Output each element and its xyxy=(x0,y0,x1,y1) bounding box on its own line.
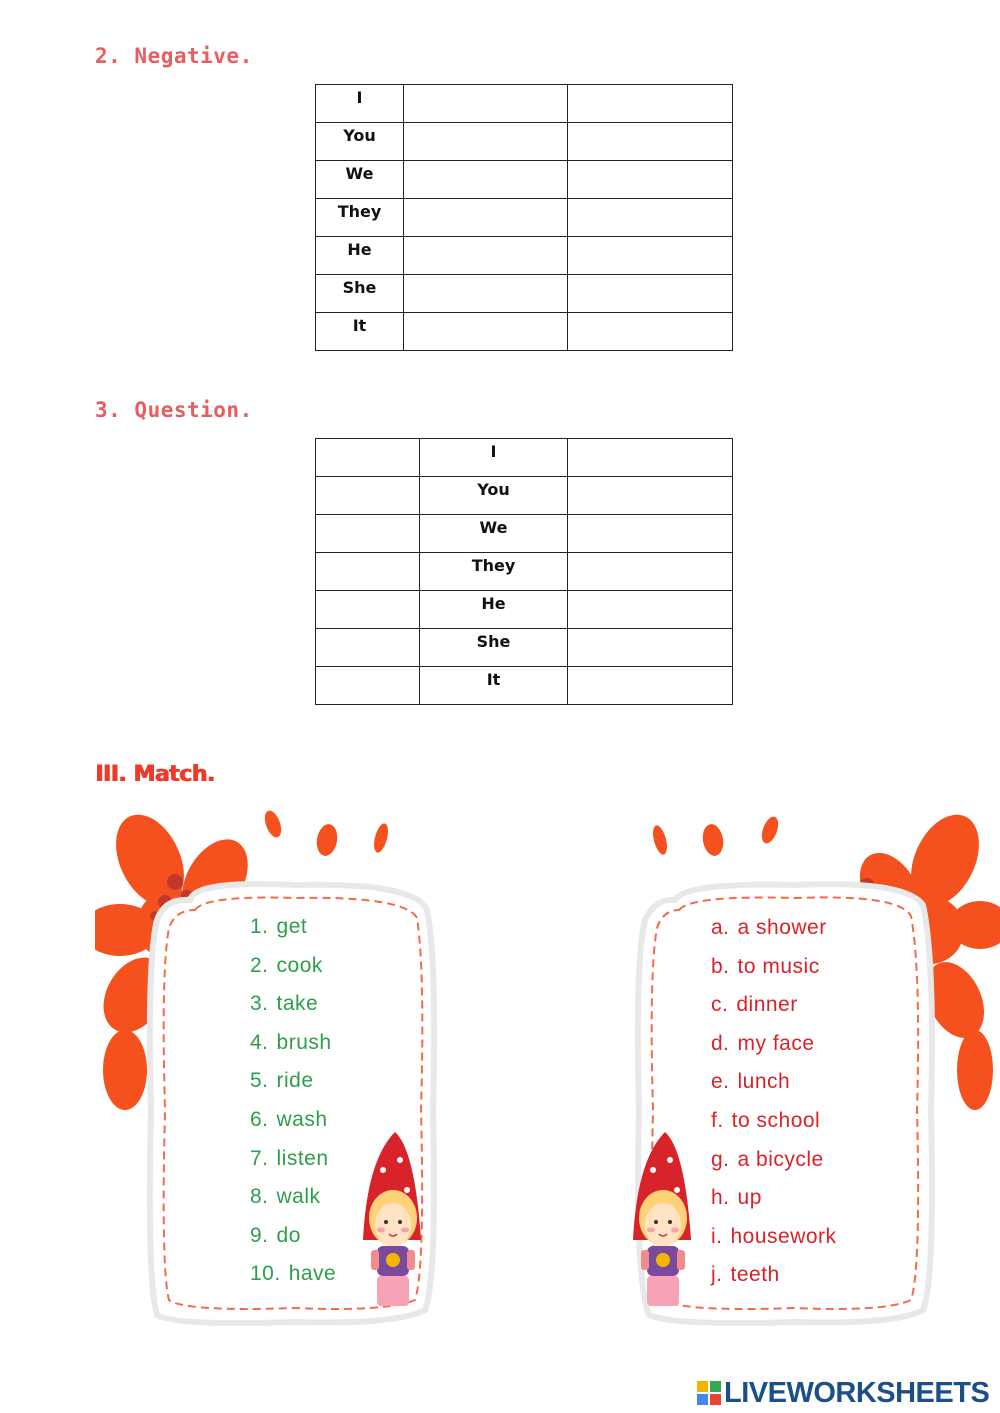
verb-item[interactable] xyxy=(250,1062,336,1101)
question-answer-cell[interactable] xyxy=(316,591,420,629)
phrase-item-text: a shower xyxy=(737,916,827,939)
question-row xyxy=(316,667,733,705)
phrase-item-number: d. xyxy=(711,1031,730,1055)
phrase-item-number: f. xyxy=(711,1108,724,1132)
phrase-item[interactable] xyxy=(711,1063,837,1102)
verb-item-text: do xyxy=(276,1223,301,1247)
negative-answer-cell[interactable] xyxy=(404,313,568,351)
verb-item-text: get xyxy=(276,915,308,938)
phrase-item-number: e. xyxy=(711,1070,730,1094)
question-row xyxy=(316,439,733,477)
verb-item-text: walk xyxy=(276,1185,321,1209)
negative-row xyxy=(316,161,733,199)
negative-row xyxy=(316,85,733,123)
negative-row xyxy=(316,275,733,313)
question-answer-cell[interactable] xyxy=(316,439,420,477)
verb-item-number: 9. xyxy=(250,1223,269,1247)
phrase-item[interactable] xyxy=(711,1102,837,1141)
verb-item-text: wash xyxy=(276,1107,328,1131)
question-pronoun-cell: You xyxy=(420,477,568,515)
phrase-item-text: my face xyxy=(737,1031,815,1055)
phrase-item-text: to school xyxy=(731,1108,821,1132)
phrase-item-text: dinner xyxy=(736,993,798,1017)
negative-answer-cell[interactable] xyxy=(404,123,568,161)
petal-drops-icon xyxy=(262,810,391,857)
question-pronoun-cell: They xyxy=(420,553,568,591)
negative-pronoun-cell: I xyxy=(316,85,404,123)
phrase-item-number: j. xyxy=(711,1263,723,1287)
negative-answer-cell[interactable] xyxy=(568,237,733,275)
verbs-list xyxy=(250,908,336,1294)
verb-item[interactable] xyxy=(250,1101,336,1140)
negative-answer-cell[interactable] xyxy=(568,123,733,161)
question-pronoun-cell: He xyxy=(420,591,568,629)
verb-item-number: 2. xyxy=(250,953,269,977)
question-answer-cell[interactable] xyxy=(568,553,733,591)
verb-item-number: 6. xyxy=(250,1107,269,1131)
negative-pronoun-cell: You xyxy=(316,123,404,161)
question-pronoun-cell: We xyxy=(420,515,568,553)
verb-item-text: listen xyxy=(276,1146,329,1170)
negative-row xyxy=(316,199,733,237)
negative-answer-cell[interactable] xyxy=(404,161,568,199)
phrase-item-text: housework xyxy=(730,1224,837,1248)
phrases-list xyxy=(711,909,837,1295)
verb-item-number: 5. xyxy=(250,1069,269,1093)
question-answer-cell[interactable] xyxy=(316,515,420,553)
phrase-item-text: lunch xyxy=(737,1070,791,1094)
question-answer-cell[interactable] xyxy=(568,629,733,667)
verb-item-number: 3. xyxy=(250,992,269,1016)
negative-pronoun-cell: He xyxy=(316,237,404,275)
negative-pronoun-cell: It xyxy=(316,313,404,351)
question-table xyxy=(315,438,733,705)
phrase-item[interactable] xyxy=(711,948,837,987)
question-row xyxy=(316,629,733,667)
verb-item-number: 4. xyxy=(250,1030,269,1054)
negative-answer-cell[interactable] xyxy=(404,275,568,313)
phrase-item-number: h. xyxy=(711,1186,730,1210)
phrase-item[interactable] xyxy=(711,1218,837,1257)
petal-drops-icon xyxy=(650,814,781,857)
verb-item[interactable] xyxy=(250,1178,336,1217)
question-table-body xyxy=(316,439,733,705)
logo-text: LIVEWORKSHEETS xyxy=(724,1376,990,1409)
question-answer-cell[interactable] xyxy=(568,667,733,705)
question-answer-cell[interactable] xyxy=(568,477,733,515)
phrase-item-number: i. xyxy=(711,1224,723,1248)
question-answer-cell[interactable] xyxy=(316,629,420,667)
section-title-question: 3. Question. xyxy=(95,398,253,422)
negative-table xyxy=(315,84,733,351)
negative-row xyxy=(316,123,733,161)
verb-item-number: 7. xyxy=(250,1146,269,1170)
verb-item-text: ride xyxy=(276,1069,314,1093)
negative-pronoun-cell: We xyxy=(316,161,404,199)
question-pronoun-cell: She xyxy=(420,629,568,667)
phrase-item-text: to music xyxy=(737,954,820,978)
negative-answer-cell[interactable] xyxy=(404,237,568,275)
verb-item-number: 8. xyxy=(250,1185,269,1209)
question-pronoun-cell: I xyxy=(420,439,568,477)
verb-item-text: take xyxy=(276,992,319,1016)
liveworksheets-mark-icon xyxy=(697,1381,721,1405)
verb-item-number: 1. xyxy=(250,915,269,938)
phrase-item-number: a. xyxy=(711,916,730,939)
question-pronoun-cell: It xyxy=(420,667,568,705)
negative-answer-cell[interactable] xyxy=(568,85,733,123)
phrase-item[interactable] xyxy=(711,1141,837,1180)
negative-answer-cell[interactable] xyxy=(568,161,733,199)
verb-item-text: brush xyxy=(276,1030,332,1054)
negative-answer-cell[interactable] xyxy=(568,199,733,237)
phrase-item[interactable] xyxy=(711,1256,837,1295)
phrase-item-number: g. xyxy=(711,1147,730,1171)
section-title-negative: 2. Negative. xyxy=(95,44,253,68)
phrase-item-text: a bicycle xyxy=(737,1147,824,1171)
verb-item[interactable] xyxy=(250,1024,336,1063)
phrase-item-text: up xyxy=(737,1186,762,1210)
phrase-item[interactable] xyxy=(711,1179,837,1218)
question-answer-cell[interactable] xyxy=(316,477,420,515)
verb-item[interactable] xyxy=(250,985,336,1024)
phrase-item[interactable] xyxy=(711,986,837,1025)
liveworksheets-logo[interactable] xyxy=(697,1376,989,1410)
question-answer-cell[interactable] xyxy=(568,591,733,629)
phrase-item-number: b. xyxy=(711,954,730,978)
negative-pronoun-cell: She xyxy=(316,275,404,313)
question-answer-cell[interactable] xyxy=(568,515,733,553)
question-answer-cell[interactable] xyxy=(316,667,420,705)
question-answer-cell[interactable] xyxy=(568,439,733,477)
negative-row xyxy=(316,313,733,351)
negative-answer-cell[interactable] xyxy=(404,199,568,237)
negative-answer-cell[interactable] xyxy=(568,313,733,351)
negative-answer-cell[interactable] xyxy=(568,275,733,313)
verb-item[interactable] xyxy=(250,947,336,986)
phrases-panel xyxy=(605,810,1000,1330)
phrase-item[interactable] xyxy=(711,1025,837,1064)
negative-row xyxy=(316,237,733,275)
question-row xyxy=(316,515,733,553)
question-answer-cell[interactable] xyxy=(316,553,420,591)
phrase-item-number: c. xyxy=(711,993,729,1017)
verb-item[interactable] xyxy=(250,1140,336,1179)
verb-item[interactable] xyxy=(250,1255,336,1294)
negative-pronoun-cell: They xyxy=(316,199,404,237)
question-row xyxy=(316,553,733,591)
negative-table-body xyxy=(316,85,733,351)
verb-item[interactable] xyxy=(250,1217,336,1256)
negative-answer-cell[interactable] xyxy=(404,85,568,123)
phrase-item[interactable] xyxy=(711,909,837,948)
question-row xyxy=(316,477,733,515)
section-title-match: III. Match. xyxy=(95,762,215,787)
verb-item[interactable] xyxy=(250,908,336,947)
verb-item-number: 10. xyxy=(250,1262,281,1286)
phrase-item-text: teeth xyxy=(730,1263,780,1287)
verb-item-text: cook xyxy=(276,953,323,977)
question-row xyxy=(316,591,733,629)
verb-item-text: have xyxy=(288,1262,337,1286)
verbs-panel xyxy=(95,810,495,1330)
